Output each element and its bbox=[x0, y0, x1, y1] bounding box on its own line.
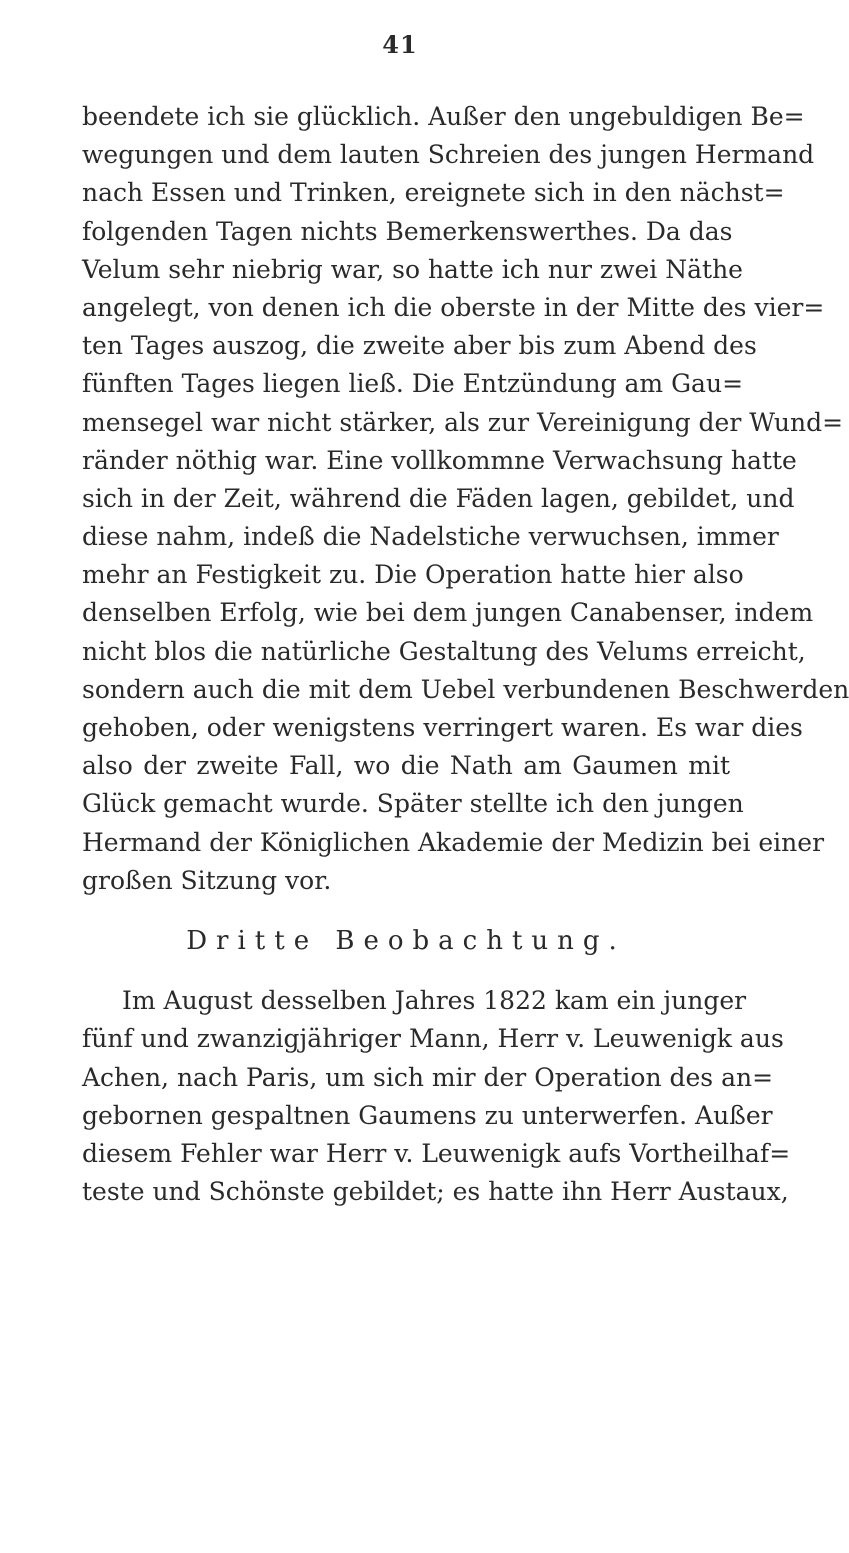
text-line: fünf und zwanzigjähriger Mann, Herr v. Leuwenigk aus bbox=[82, 1024, 784, 1054]
text-line: Velum sehr niebrig war, so hatte ich nur zwei Näthe bbox=[82, 254, 743, 284]
text-line: ten Tages auszog, die zweite aber bis zum Abend des bbox=[82, 331, 757, 361]
text-line: nicht blos die natürliche Gestaltung des Velums erreicht, bbox=[82, 636, 806, 666]
section-heading: Dritte Beobachtung. bbox=[186, 925, 626, 956]
text-line: Achen, nach Paris, um sich mir der Operation des an= bbox=[82, 1062, 774, 1092]
text-line: fünften Tages liegen ließ. Die Entzündung am Gau= bbox=[82, 369, 744, 399]
text-line: denselben Erfolg, wie bei dem jungen Canabenser, indem bbox=[82, 598, 814, 628]
text-line: mensegel war nicht stärker, als zur Vereinigung der Wund= bbox=[82, 407, 844, 437]
text-line: diese nahm, indeß die Nadelstiche verwuchsen, immer bbox=[82, 522, 779, 552]
paragraph-1 bbox=[82, 98, 849, 900]
text-line: gehoben, oder wenigstens verringert waren. Es war dies bbox=[82, 713, 803, 742]
text-line: wegungen und dem lauten Schreien des jungen Hermand bbox=[82, 140, 815, 170]
text-line: diesem Fehler war Herr v. Leuwenigk aufs Vortheilhaf= bbox=[82, 1138, 791, 1168]
text-line: Hermand der Königlichen Akademie der Medizin bei einer bbox=[82, 827, 825, 857]
text-line: teste und Schönste gebildet; es hatte ihn Herr Austaux, bbox=[82, 1177, 789, 1207]
text-line: also der zweite Fall, wo die Nath am Gaumen mit bbox=[82, 751, 730, 781]
text-line: sondern auch die mit dem Uebel verbundenen Beschwerden bbox=[82, 674, 849, 704]
text-line: angelegt, von denen ich die oberste in der Mitte des vier= bbox=[82, 292, 825, 322]
body-text bbox=[82, 98, 849, 1211]
paragraph-2 bbox=[82, 982, 791, 1211]
text-line: ränder nöthig war. Eine vollkommne Verwachsung hatte bbox=[82, 445, 797, 475]
text-line: gebornen gespaltnen Gaumens zu unterwerfen. Außer bbox=[82, 1100, 773, 1130]
text-line: sich in der Zeit, während die Fäden lagen, gebildet, und bbox=[82, 483, 795, 513]
text-line: beendete ich sie glücklich. Außer den ungebuldigen Be= bbox=[82, 102, 805, 131]
text-line: nach Essen und Trinken, ereignete sich in den nächst= bbox=[82, 178, 785, 208]
text-line: folgenden Tagen nichts Bemerkenswerthes. Da das bbox=[82, 216, 733, 246]
text-line: Glück gemacht wurde. Später stellte ich den jungen bbox=[82, 789, 744, 819]
page-number: 41 bbox=[382, 30, 418, 59]
text-line: mehr an Festigkeit zu. Die Operation hatte hier also bbox=[82, 560, 744, 590]
text-line: Im August desselben Jahres 1822 kam ein junger bbox=[122, 986, 747, 1016]
text-line: großen Sitzung vor. bbox=[82, 865, 332, 895]
